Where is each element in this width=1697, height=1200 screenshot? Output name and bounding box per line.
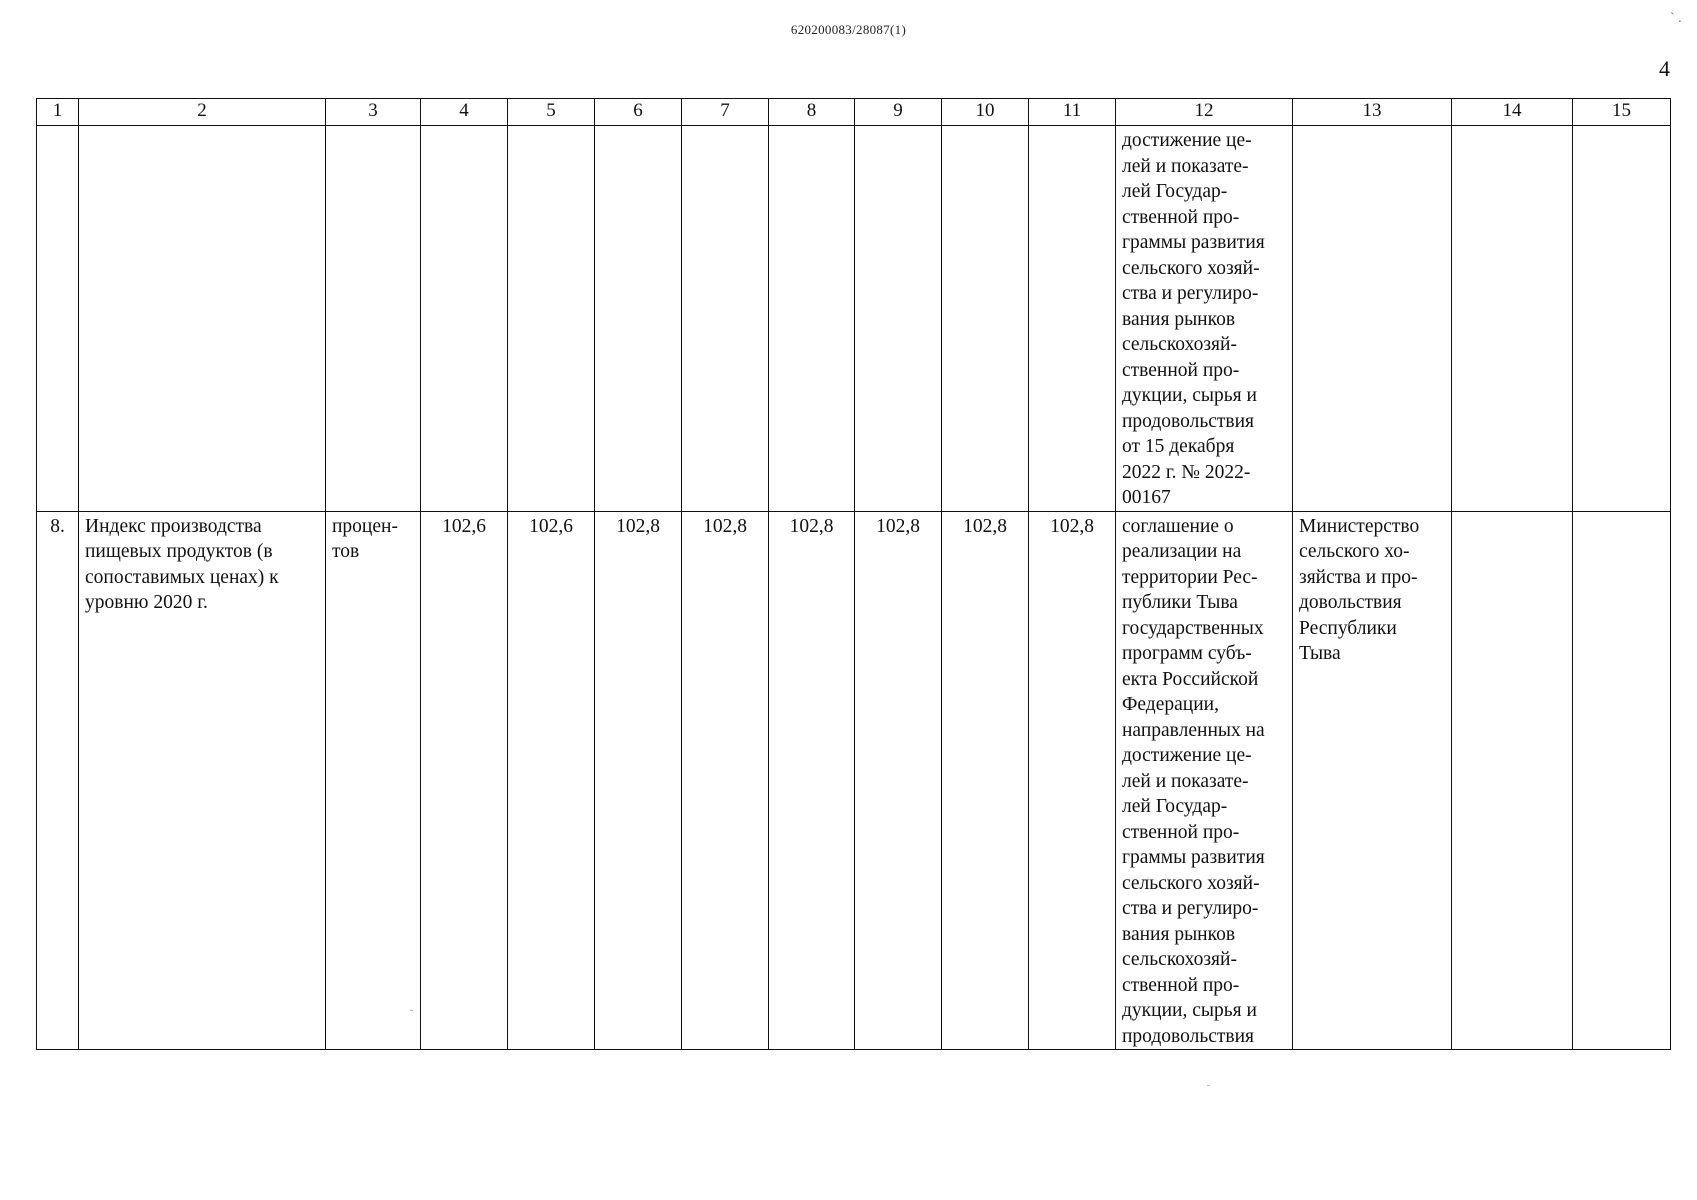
- value-col-10: 102,8: [963, 515, 1007, 537]
- cell-value: [1029, 511, 1116, 1050]
- cell-empty: [421, 126, 508, 512]
- column-header: 5: [508, 99, 595, 126]
- column-number-row: [37, 99, 1671, 126]
- page-number: 4: [1659, 56, 1670, 81]
- cell-empty: [942, 126, 1029, 512]
- cell-value: [508, 511, 595, 1050]
- cell-value: [942, 511, 1029, 1050]
- cell-empty: [79, 126, 326, 512]
- cell-empty: [508, 126, 595, 512]
- column-header: 3: [326, 99, 421, 126]
- cell-empty: [1293, 126, 1452, 512]
- value-col-6: 102,8: [616, 515, 660, 537]
- cell-empty: [769, 126, 855, 512]
- value-col-8: 102,8: [789, 515, 834, 537]
- cell-empty: [1452, 126, 1573, 512]
- cell-indicator-name: [79, 511, 326, 1050]
- col-14-text: [1452, 512, 1572, 514]
- cell-row-number: [37, 511, 79, 1050]
- basis-document-text: достижение це- лей и показате- лей Государ- ственной про- граммы развития сельского хозяй- ства и регулиро- вания рынков сельскохозяй- ственной про- дукции, сырья и продовольствия от 15 декабря 2022 г. № 2022- 00167: [1122, 130, 1265, 508]
- cell-value: [769, 511, 855, 1050]
- column-header: 15: [1573, 99, 1671, 126]
- cell-value: [682, 511, 769, 1050]
- indicator-name: Индекс производства пищевых продуктов (в сопоставимых ценах) к уровню 2020 г.: [85, 515, 279, 613]
- cell-responsible: [1293, 511, 1452, 1050]
- cell-unit: [326, 511, 421, 1050]
- column-header: 8: [769, 99, 855, 126]
- cell-empty: [37, 126, 79, 512]
- cell-empty: [1029, 126, 1116, 512]
- column-header: 12: [1116, 99, 1293, 126]
- document-id: 620200083/28087(1): [790, 22, 907, 37]
- cell-value: [595, 511, 682, 1050]
- cell-empty: [682, 126, 769, 512]
- table-row-continuation: [37, 126, 1671, 512]
- cell-empty: [326, 126, 421, 512]
- col-15-text: [1573, 512, 1670, 514]
- row-number: 8.: [50, 515, 65, 537]
- column-header: 4: [421, 99, 508, 126]
- cell-basis-document: [1116, 511, 1293, 1050]
- cell-empty: [1573, 126, 1671, 512]
- column-header: 7: [682, 99, 769, 126]
- cell-value: [855, 511, 942, 1050]
- cell-empty: [595, 126, 682, 512]
- scan-corner-mark: ` .: [1670, 11, 1682, 26]
- scan-speck: [410, 1010, 413, 1011]
- column-header: 6: [595, 99, 682, 126]
- column-header: 13: [1293, 99, 1452, 126]
- cell-value: [421, 511, 508, 1050]
- cell-empty: [855, 126, 942, 512]
- cell-col-14: [1452, 511, 1573, 1050]
- value-col-7: 102,8: [703, 515, 747, 537]
- unit-of-measure: процен- тов: [332, 515, 398, 562]
- column-header: 11: [1029, 99, 1116, 126]
- cell-col-15: [1573, 511, 1671, 1050]
- column-header: 1: [37, 99, 79, 126]
- column-header: 9: [855, 99, 942, 126]
- value-col-5: 102,6: [529, 515, 573, 537]
- column-header: 14: [1452, 99, 1573, 126]
- value-col-4: 102,6: [442, 515, 486, 537]
- column-header: 10: [942, 99, 1029, 126]
- cell-basis-document: [1116, 126, 1293, 512]
- column-header: 2: [79, 99, 326, 126]
- scan-speck: [1207, 1085, 1210, 1086]
- value-col-11: 102,8: [1050, 515, 1094, 537]
- value-col-9: 102,8: [876, 515, 920, 537]
- responsible-executor: Министерство сельского хо- зяйства и про- довольствия Республики Тыва: [1299, 515, 1420, 664]
- indicators-table: [36, 98, 1671, 1050]
- basis-document-text: соглашение о реализации на территории Рес- публики Тыва государственных программ субъ- екта Российской Федерации, направленных на достижение це- лей и показате- лей Государ- ственной про- граммы развития сельского хозяй- ства и регулиро- вания рынков сельскохозяй- ственной про- дукции, сырья и продовольствия: [1122, 515, 1265, 1047]
- table-row: [37, 511, 1671, 1050]
